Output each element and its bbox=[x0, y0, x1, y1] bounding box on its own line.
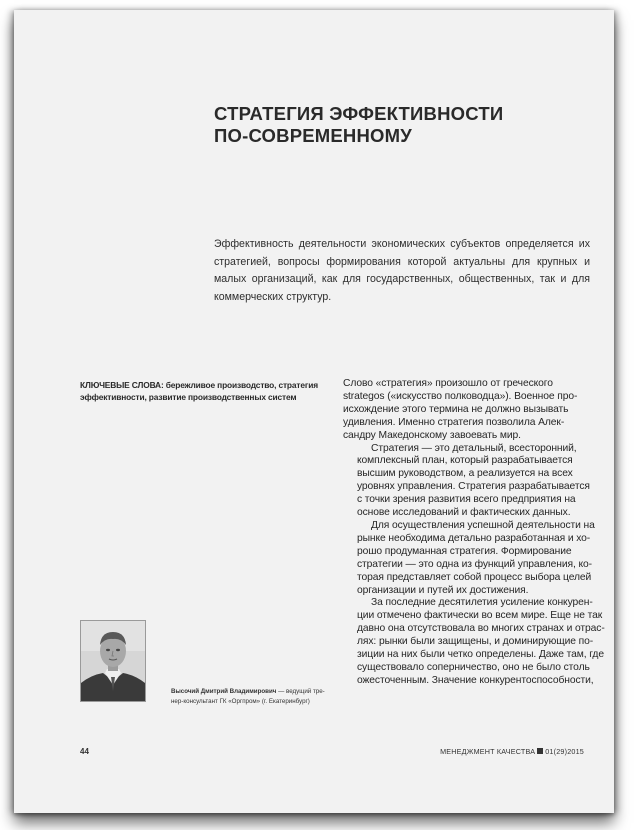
body-line: исхождение этого термина не должно вызывать bbox=[343, 403, 569, 415]
body-line: давно она отсутствовала во многих странах и отрас- bbox=[357, 623, 605, 635]
journal-issue: 01(29)2015 bbox=[545, 747, 584, 756]
journal-page bbox=[14, 10, 614, 813]
body-line: организации и путей их достижения. bbox=[357, 584, 529, 596]
author-role-line-1: — ведущий тре- bbox=[276, 688, 325, 695]
author-caption bbox=[171, 687, 331, 706]
body-line: Стратегия — это детальный, всесторонний, bbox=[371, 442, 577, 454]
body-line: лях: рынки были защищены, и доминирующие по- bbox=[357, 636, 594, 648]
body-line: основе исследований и фактических данных. bbox=[357, 507, 571, 519]
article-body bbox=[343, 378, 605, 688]
body-line: strategos («искусство полководца»). Военное про- bbox=[343, 390, 578, 402]
body-paragraph bbox=[343, 378, 600, 443]
body-line: рошо продуманная стратегия. Формирование bbox=[357, 545, 572, 557]
body-line: ожесточенным. Значение конкурентоспособности, bbox=[357, 674, 594, 686]
body-line: уровнях управления. Стратегия разрабатывается bbox=[357, 481, 590, 493]
body-line: рынке необходима детально разработанная и хо- bbox=[357, 532, 591, 544]
page-number: 44 bbox=[80, 747, 89, 756]
body-line: комплексный план, который разрабатывается bbox=[357, 455, 573, 467]
square-bullet-icon bbox=[537, 748, 543, 754]
body-line: высшим руководством, а реализуется на всех bbox=[357, 468, 573, 480]
author-photo bbox=[80, 620, 146, 702]
body-line: Слово «стратегия» произошло от греческого bbox=[343, 378, 553, 389]
body-line: существовало соперничество, оно не было столь bbox=[357, 661, 590, 673]
keywords: КЛЮЧЕВЫЕ СЛОВА: бережливое производство, стратегия эффективности, развитие производственных систем bbox=[80, 380, 318, 402]
author-role-line-2: нер-консультант ГК «Оргпром» (г. Екатеринбург) bbox=[171, 697, 310, 705]
body-line: с точки зрения развития всего предприятия на bbox=[357, 494, 576, 506]
body-line: удивления. Именно стратегия позволила Алек- bbox=[343, 416, 565, 428]
article-title-line-1: СТРАТЕГИЯ ЭФФЕКТИВНОСТИ bbox=[214, 103, 504, 124]
body-line: ции отмечено фактически во всем мире. Еще не так bbox=[357, 610, 603, 622]
article-title-line-2: ПО-СОВРЕМЕННОМУ bbox=[214, 125, 412, 146]
body-paragraph bbox=[343, 520, 600, 597]
body-line: стратегии — это одна из функций управления, ко- bbox=[357, 558, 592, 570]
journal-name: МЕНЕДЖМЕНТ КАЧЕСТВА bbox=[440, 747, 536, 756]
body-paragraph bbox=[343, 597, 605, 687]
body-line: торая представляет собой процесс выбора целей bbox=[357, 571, 592, 583]
body-line: зиции на них были четко определены. Даже там, где bbox=[357, 649, 604, 661]
body-line: Для осуществления успешной деятельности на bbox=[371, 519, 595, 531]
author-portrait-icon bbox=[81, 621, 145, 701]
body-line: сандру Македонскому завоевать мир. bbox=[343, 429, 521, 441]
article-lead: Эффективность деятельности экономических субъектов определяется их стратегией, вопросы формирования которой актуальны для крупных и малых организаций, как для государственных, общественных, так и для коммерческих структур. bbox=[214, 238, 590, 303]
body-paragraph bbox=[343, 443, 600, 520]
body-line: За последние десятилетия усиление конкурен- bbox=[371, 597, 593, 609]
journal-footer bbox=[440, 747, 584, 756]
author-name: Высочий Дмитрий Владимирович bbox=[171, 688, 277, 695]
article-title bbox=[214, 103, 503, 147]
